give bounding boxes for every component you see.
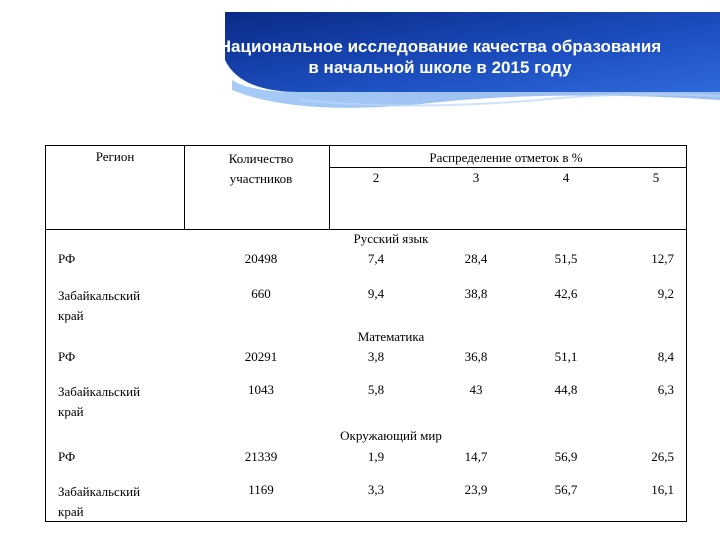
region-zabaikalsky <box>58 382 140 422</box>
grade-4-cell: 51,5 <box>554 251 578 266</box>
header-distribution: Распределение отметок в % <box>429 150 583 165</box>
grade-3-cell: 23,9 <box>464 482 488 497</box>
page-title <box>200 36 680 78</box>
count-cell: 20291 <box>244 349 278 364</box>
region-zabaikalsky <box>58 286 140 326</box>
header-count-line-2: участников <box>229 171 293 186</box>
grade-4-cell: 44,8 <box>554 382 578 397</box>
grade-5-cell: 16,1 <box>651 482 674 497</box>
title-line-1: Национальное исследование качества образования <box>218 37 662 56</box>
title-line-2: в начальной школе в 2015 году <box>308 58 572 77</box>
header-grade-2: 2 <box>372 170 380 185</box>
grade-3-cell: 43 <box>469 382 483 397</box>
subject-russian: Русский язык <box>353 231 429 246</box>
grade-5-cell: 9,2 <box>657 286 674 301</box>
results-table <box>45 145 687 522</box>
region-rf: РФ <box>58 349 76 364</box>
grade-2-cell: 5,8 <box>367 382 385 397</box>
region-zabaikalsky <box>58 482 140 522</box>
table-top-border <box>46 145 687 146</box>
count-column-divider <box>329 145 330 229</box>
region-line-2: край <box>58 504 84 519</box>
region-line-2: край <box>58 404 84 419</box>
grade-5-cell: 6,3 <box>657 382 674 397</box>
count-cell: 660 <box>251 286 271 301</box>
region-line-1: Забайкальский <box>58 484 141 499</box>
distribution-header-divider <box>329 167 687 168</box>
grade-4-cell: 51,1 <box>554 349 578 364</box>
grade-2-cell: 7,4 <box>367 251 385 266</box>
grade-4-cell: 56,7 <box>554 482 578 497</box>
header-grade-4: 4 <box>562 170 570 185</box>
grade-3-cell: 38,8 <box>464 286 488 301</box>
header-banner <box>0 0 720 124</box>
header-bottom-border <box>46 229 687 230</box>
grade-5-cell: 8,4 <box>657 349 674 364</box>
subject-world: Окружающий мир <box>340 428 442 443</box>
grade-5-cell: 26,5 <box>651 449 674 464</box>
header-region: Регион <box>95 149 135 164</box>
grade-2-cell: 3,3 <box>367 482 385 497</box>
grade-2-cell: 1,9 <box>367 449 385 464</box>
region-column-divider <box>184 145 185 229</box>
grade-3-cell: 36,8 <box>464 349 488 364</box>
header-count-line-1: Количество <box>228 151 294 166</box>
grade-2-cell: 9,4 <box>367 286 385 301</box>
grade-4-cell: 56,9 <box>554 449 578 464</box>
region-line-1: Забайкальский <box>58 384 141 399</box>
subject-math: Математика <box>357 329 425 344</box>
region-line-2: край <box>58 308 84 323</box>
count-cell: 20498 <box>244 251 278 266</box>
header-grade-5: 5 <box>652 170 660 185</box>
grade-3-cell: 14,7 <box>464 449 488 464</box>
grade-5-cell: 12,7 <box>651 251 674 266</box>
count-cell: 21339 <box>244 449 278 464</box>
header-grade-3: 3 <box>472 170 480 185</box>
grade-3-cell: 28,4 <box>464 251 488 266</box>
count-cell: 1169 <box>248 482 274 497</box>
header-count <box>206 149 316 189</box>
count-cell: 1043 <box>248 382 274 397</box>
region-rf: РФ <box>58 251 76 266</box>
region-line-1: Забайкальский <box>58 288 141 303</box>
grade-2-cell: 3,8 <box>367 349 385 364</box>
grade-4-cell: 42,6 <box>554 286 578 301</box>
region-rf: РФ <box>58 449 76 464</box>
